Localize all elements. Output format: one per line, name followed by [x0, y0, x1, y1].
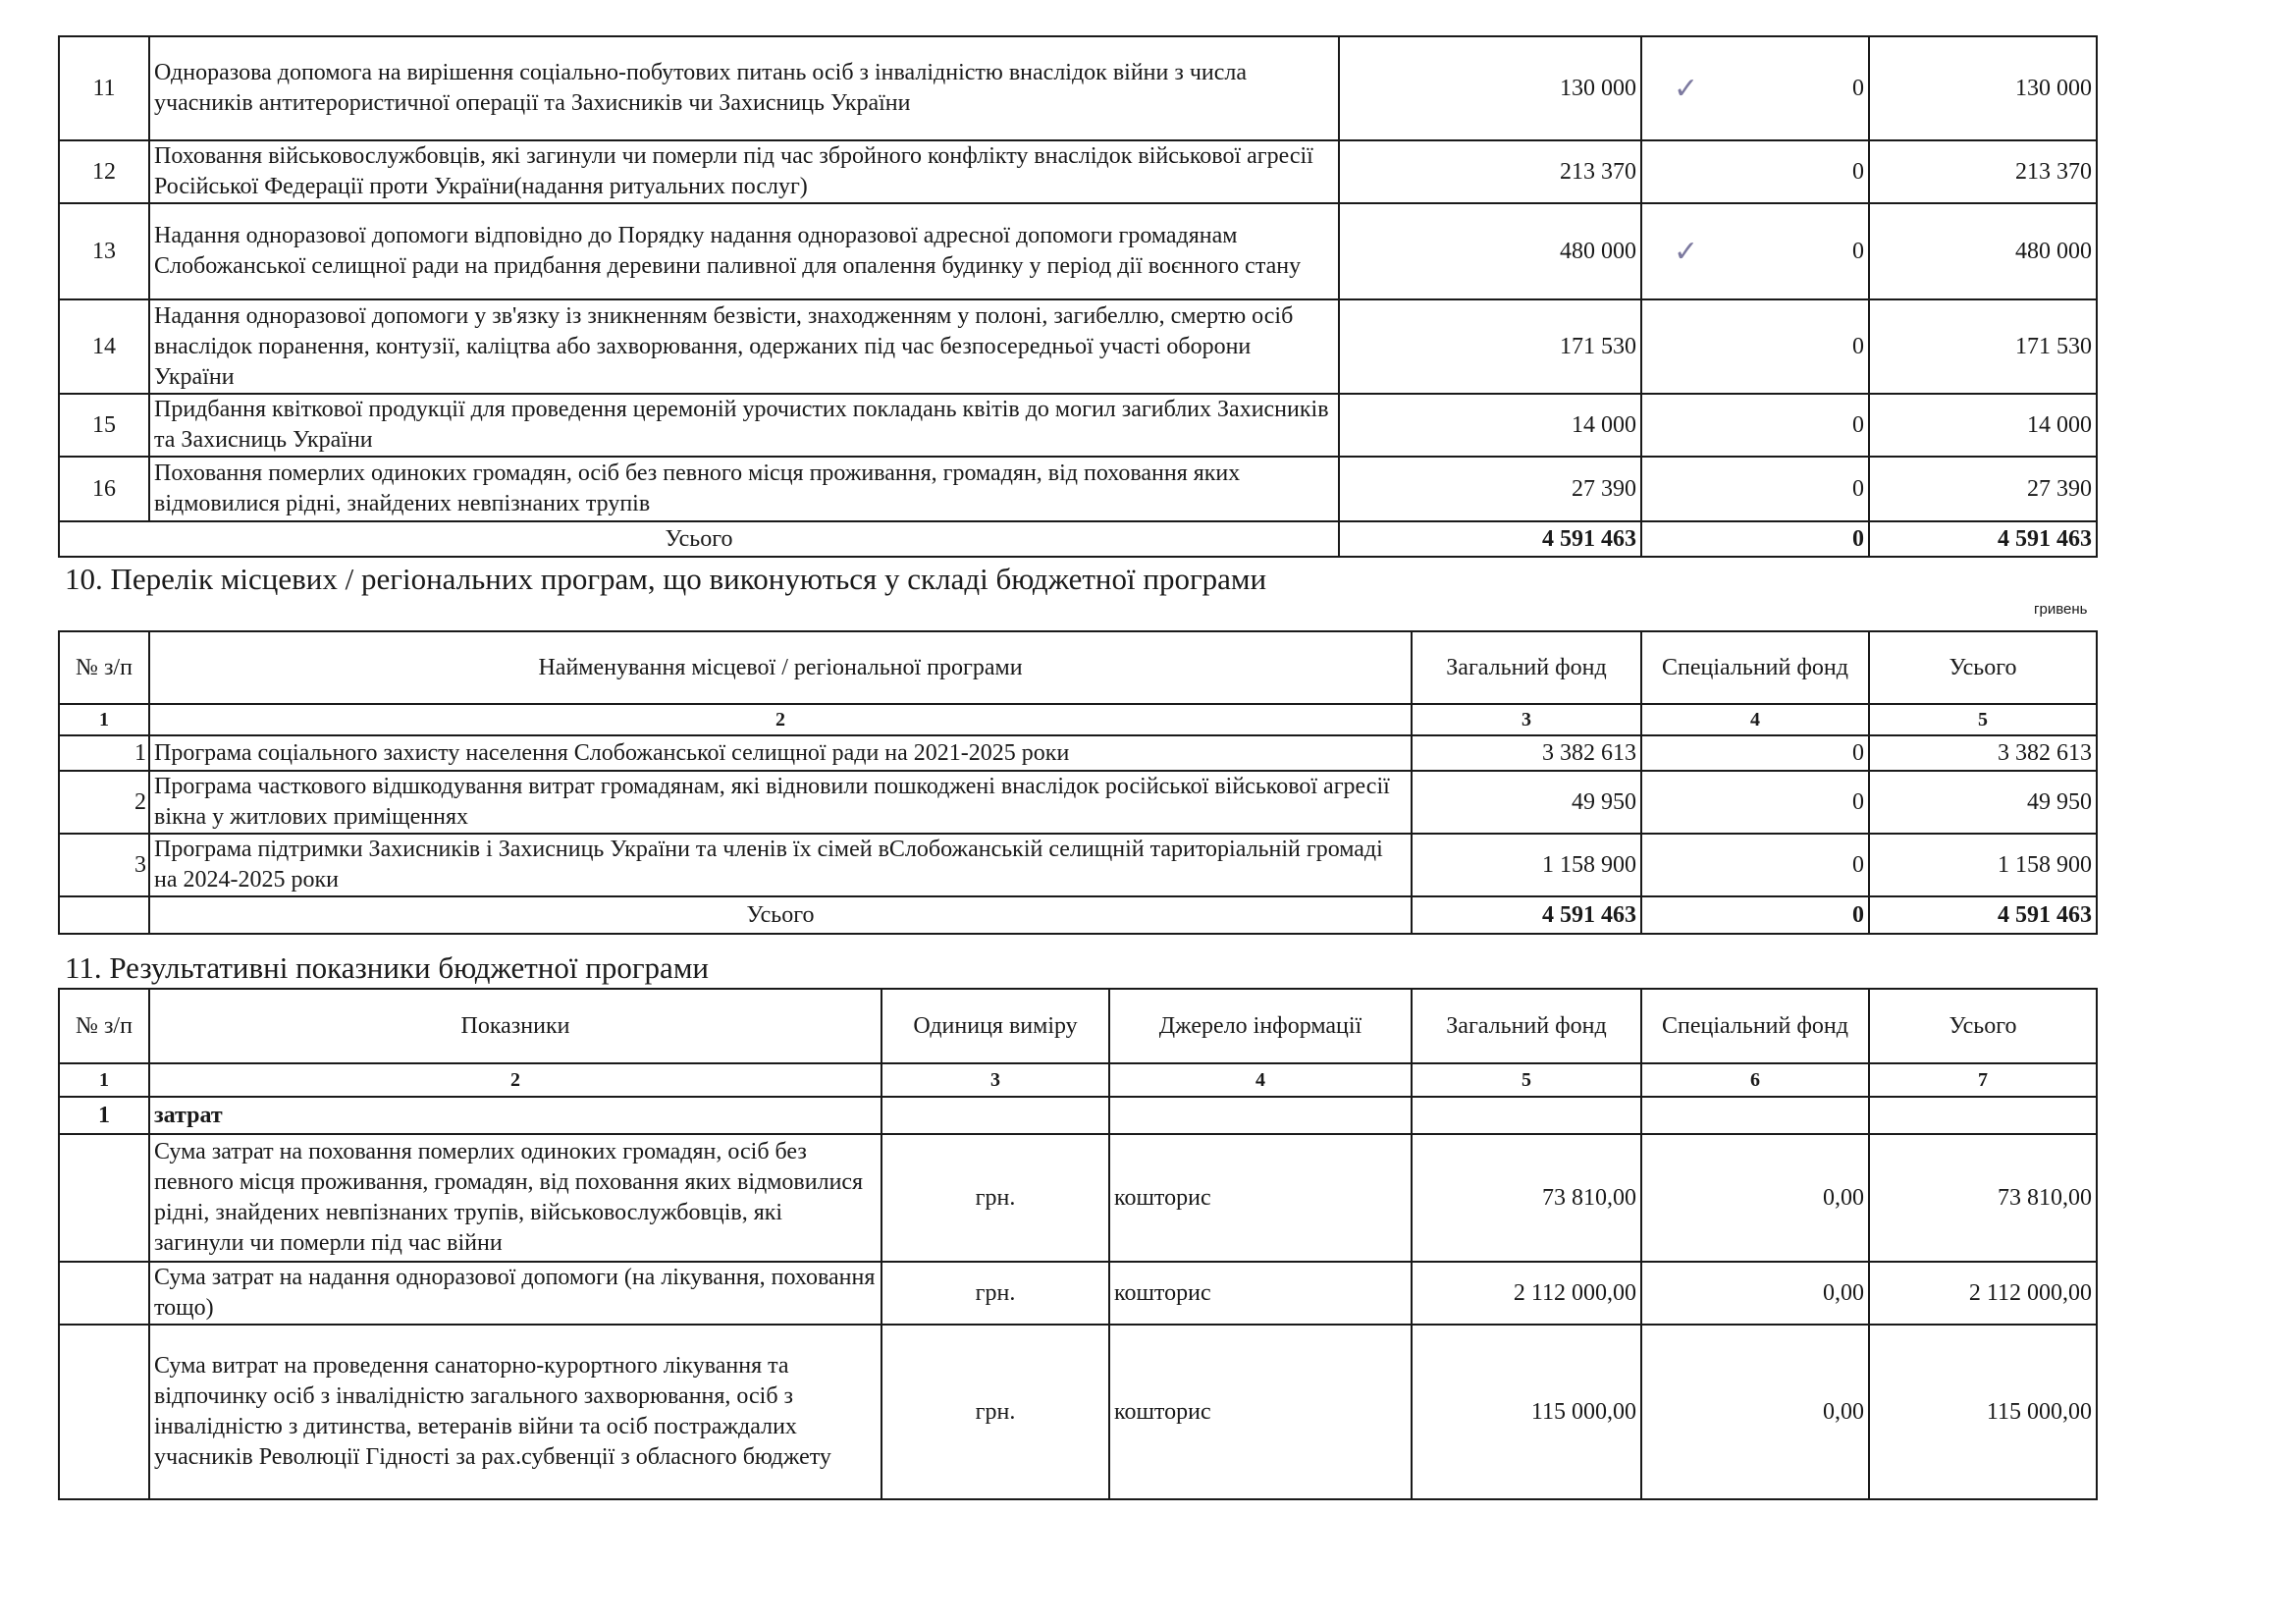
table-row: [59, 1325, 2097, 1499]
empty-cell: [881, 1097, 1109, 1134]
section11-table: [58, 988, 2098, 1500]
header-col-num: 7: [1869, 1063, 2097, 1097]
header-program-name: Найменування місцевої / регіональної програми: [149, 631, 1412, 704]
special-fund-value: 0: [1852, 238, 1864, 264]
row-number: 2: [59, 771, 149, 834]
general-fund-value: 1 158 900: [1412, 834, 1641, 896]
table-row: [59, 1134, 2097, 1262]
total-value: 2 112 000,00: [1869, 1262, 2097, 1325]
header-col-num: 5: [1412, 1063, 1641, 1097]
header-total: Усього: [1869, 631, 2097, 704]
general-fund-value: 49 950: [1412, 771, 1641, 834]
row-name: Програма часткового відшкодування витрат громадянам, які відновили пошкоджені внаслідок російської військової агресії вікна у житлових приміщеннях: [149, 771, 1412, 834]
indicator-unit: грн.: [881, 1325, 1109, 1499]
general-fund-total: 4 591 463: [1412, 896, 1641, 934]
indicator-unit: грн.: [881, 1262, 1109, 1325]
header-col-num: 2: [149, 1063, 881, 1097]
special-fund-value: 0: [1641, 140, 1869, 203]
grand-total: 4 591 463: [1869, 521, 2097, 557]
special-fund-value: 0: [1641, 457, 1869, 521]
header-total: Усього: [1869, 989, 2097, 1063]
special-fund-cell: [1641, 203, 1869, 299]
total-value: 171 530: [1869, 299, 2097, 394]
row-number: 3: [59, 834, 149, 896]
row-name: Надання одноразової допомоги у зв'язку із зникненням безвісти, знаходженням у полоні, загибеллю, смертю осіб внаслідок поранення, контузії, каліцтва або захворювання, одержаних під час безпосередньої участі оборони України: [149, 299, 1339, 394]
header-number: № з/п: [59, 631, 149, 704]
table-row: [59, 771, 2097, 834]
total-value: 3 382 613: [1869, 735, 2097, 771]
table-row: [59, 735, 2097, 771]
grand-total: 4 591 463: [1869, 896, 2097, 934]
row-number: 14: [59, 299, 149, 394]
special-fund-value: 0,00: [1641, 1325, 1869, 1499]
row-name: Програма підтримки Захисників і Захисниць України та членів їх сімей вСлобожанській селищній тариторіальній громаді на 2024-2025 роки: [149, 834, 1412, 896]
general-fund-total: 4 591 463: [1339, 521, 1641, 557]
empty-cell: [1869, 1097, 2097, 1134]
general-fund-value: 14 000: [1339, 394, 1641, 457]
row-number: 16: [59, 457, 149, 521]
indicator-name: Сума затрат на надання одноразової допомоги (на лікування, поховання тощо): [149, 1262, 881, 1325]
special-fund-value: 0: [1641, 735, 1869, 771]
row-name: Програма соціального захисту населення Слобожанської селищної ради на 2021-2025 роки: [149, 735, 1412, 771]
empty-cell: [59, 1325, 149, 1499]
row-number: 13: [59, 203, 149, 299]
row-name: Одноразова допомога на вирішення соціально-побутових питань осіб з інвалідністю внаслідок війни з числа учасників антитерористичної операції та Захисників чи Захисниць України: [149, 36, 1339, 140]
indicator-source: кошторис: [1109, 1262, 1412, 1325]
table-row: [59, 834, 2097, 896]
header-col-num: 3: [1412, 704, 1641, 735]
currency-unit: гривень: [2034, 601, 2088, 618]
total-row: [59, 521, 2097, 557]
section9-table: [58, 35, 2098, 558]
row-name: Надання одноразової допомоги відповідно до Порядку надання одноразової адресної допомоги громадянам Слобожанської селищної ради на придбання деревини паливної для опалення будинку у період дії воєнного стану: [149, 203, 1339, 299]
table-row: [59, 394, 2097, 457]
row-number: 1: [59, 735, 149, 771]
header-col-num: 1: [59, 1063, 149, 1097]
header-special-fund: Спеціальний фонд: [1641, 631, 1869, 704]
special-fund-total: 0: [1641, 896, 1869, 934]
empty-cell: [1109, 1097, 1412, 1134]
total-value: 130 000: [1869, 36, 2097, 140]
general-fund-value: 115 000,00: [1412, 1325, 1641, 1499]
total-value: 1 158 900: [1869, 834, 2097, 896]
header-col-num: 5: [1869, 704, 2097, 735]
row-name: Поховання військовослужбовців, які загинули чи померли під час збройного конфлікту внаслідок військової агресії Російської Федерації проти України(надання ритуальних послуг): [149, 140, 1339, 203]
empty-cell: [1412, 1097, 1641, 1134]
indicator-name: Сума витрат на проведення санаторно-курортного лікування та відпочинку осіб з інвалідністю загального захворювання, осіб з інвалідністю з дитинства, ветеранів війни та осіб постраждалих учасників Революції Гідності за рах.субвенції з обласного бюджету: [149, 1325, 881, 1499]
header-general-fund: Загальний фонд: [1412, 631, 1641, 704]
empty-cell: [59, 1134, 149, 1262]
special-fund-value: 0: [1641, 299, 1869, 394]
row-name: Поховання померлих одиноких громадян, осіб без певного місця проживання, громадян, від поховання яких відмовилися рідні, знайдених невпізнаних трупів: [149, 457, 1339, 521]
special-fund-value: 0: [1641, 771, 1869, 834]
total-value: 213 370: [1869, 140, 2097, 203]
general-fund-value: 171 530: [1339, 299, 1641, 394]
header-col-num: 3: [881, 1063, 1109, 1097]
indicator-name: Сума затрат на поховання померлих одиноких громадян, осіб без певного місця проживання, громадян, від поховання яких відмовилися рідні, знайдених невпізнаних трупів, військовослужбовців, які загинули чи померли під час війни: [149, 1134, 881, 1262]
table-row: [59, 1262, 2097, 1325]
general-fund-value: 2 112 000,00: [1412, 1262, 1641, 1325]
row-number: 11: [59, 36, 149, 140]
header-row: [59, 989, 2097, 1063]
special-fund-total: 0: [1641, 521, 1869, 557]
total-row: [59, 896, 2097, 934]
header-numbers-row: [59, 1063, 2097, 1097]
section10-title: 10. Перелік місцевих / регіональних програм, що виконуються у складі бюджетної програми: [65, 562, 1267, 596]
special-fund-value: 0: [1641, 834, 1869, 896]
row-number: 12: [59, 140, 149, 203]
table-row: [59, 140, 2097, 203]
section11-title: 11. Результативні показники бюджетної програми: [65, 950, 710, 985]
general-fund-value: 27 390: [1339, 457, 1641, 521]
table-row: [59, 203, 2097, 299]
empty-cell: [1641, 1097, 1869, 1134]
general-fund-value: 213 370: [1339, 140, 1641, 203]
header-col-num: 4: [1641, 704, 1869, 735]
general-fund-value: 130 000: [1339, 36, 1641, 140]
general-fund-value: 480 000: [1339, 203, 1641, 299]
group-number: 1: [59, 1097, 149, 1134]
total-value: 480 000: [1869, 203, 2097, 299]
total-value: 27 390: [1869, 457, 2097, 521]
general-fund-value: 3 382 613: [1412, 735, 1641, 771]
indicator-unit: грн.: [881, 1134, 1109, 1262]
header-number: № з/п: [59, 989, 149, 1063]
header-col-num: 6: [1641, 1063, 1869, 1097]
header-general-fund: Загальний фонд: [1412, 989, 1641, 1063]
header-row: [59, 631, 2097, 704]
total-value: 14 000: [1869, 394, 2097, 457]
empty-cell: [59, 896, 149, 934]
total-label: Усього: [149, 896, 1412, 934]
total-label: Усього: [59, 521, 1339, 557]
table-row: [59, 299, 2097, 394]
header-unit: Одиниця виміру: [881, 989, 1109, 1063]
header-indicators: Показники: [149, 989, 881, 1063]
indicator-source: кошторис: [1109, 1134, 1412, 1262]
special-fund-value: 0: [1641, 394, 1869, 457]
header-numbers-row: [59, 704, 2097, 735]
special-fund-value: 0,00: [1641, 1262, 1869, 1325]
special-fund-value: 0: [1852, 75, 1864, 101]
row-name: Придбання квіткової продукції для проведення церемоній урочистих покладань квітів до могил загиблих Захисників та Захисниць України: [149, 394, 1339, 457]
table-row: [59, 457, 2097, 521]
total-value: 73 810,00: [1869, 1134, 2097, 1262]
table-row: [59, 36, 2097, 140]
header-col-num: 4: [1109, 1063, 1412, 1097]
total-value: 49 950: [1869, 771, 2097, 834]
group-name: затрат: [149, 1097, 881, 1134]
row-number: 15: [59, 394, 149, 457]
total-value: 115 000,00: [1869, 1325, 2097, 1499]
special-fund-value: 0,00: [1641, 1134, 1869, 1262]
header-col-num: 2: [149, 704, 1412, 735]
header-source: Джерело інформації: [1109, 989, 1412, 1063]
special-fund-cell: [1641, 36, 1869, 140]
section10-table: [58, 630, 2098, 935]
header-special-fund: Спеціальний фонд: [1641, 989, 1869, 1063]
header-col-num: 1: [59, 704, 149, 735]
checkmark-icon: ✓: [1674, 234, 1699, 269]
general-fund-value: 73 810,00: [1412, 1134, 1641, 1262]
empty-cell: [59, 1262, 149, 1325]
indicator-source: кошторис: [1109, 1325, 1412, 1499]
checkmark-icon: ✓: [1674, 71, 1699, 106]
group-row: [59, 1097, 2097, 1134]
